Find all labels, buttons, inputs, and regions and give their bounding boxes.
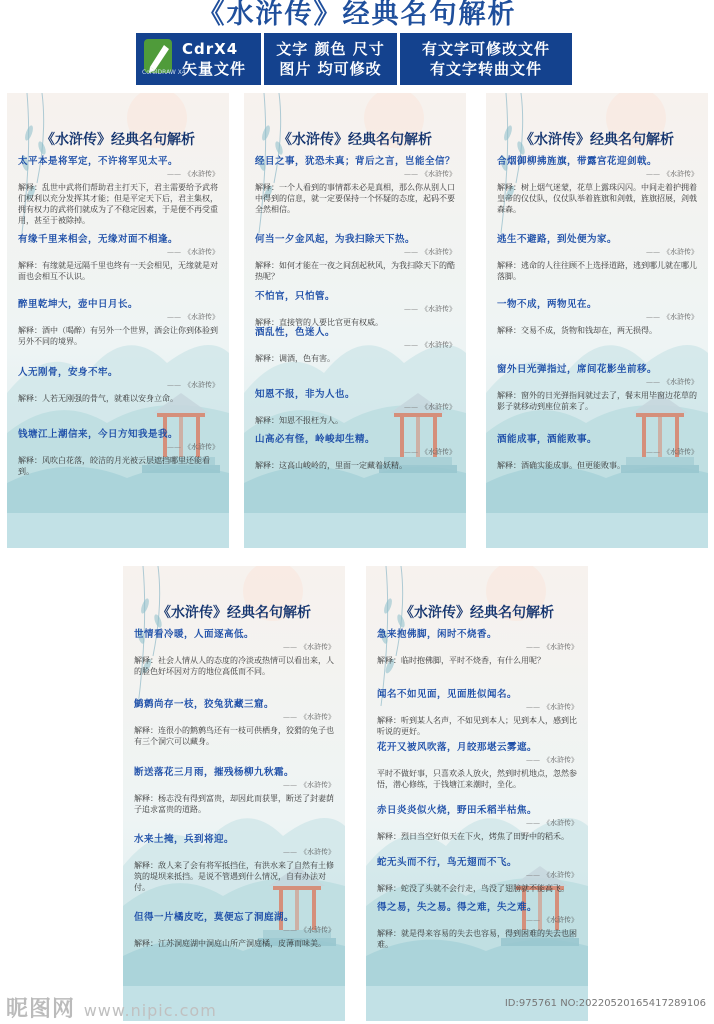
quote-explanation: 解释：窗外的日光弹指间就过去了，餐末用毕窗边花草的影子就移动到座位前来了。 xyxy=(497,391,697,411)
info-banner xyxy=(136,33,575,85)
source-dash: —— xyxy=(167,443,181,451)
poster-panel xyxy=(123,566,345,1021)
quote-block xyxy=(18,233,219,282)
source-dash: —— xyxy=(646,170,660,178)
quote-source xyxy=(18,313,219,322)
quote-text: 酒乱性，色迷人。 xyxy=(255,327,336,338)
quote-source xyxy=(134,926,335,935)
quote-explanation: 解释：直接管的人要比官更有权威。 xyxy=(255,318,383,327)
quote-text: 钱塘江上潮信来，今日方知我是我。 xyxy=(18,429,179,440)
edit-line-1: 文字 颜色 尺寸 xyxy=(276,40,385,58)
quote-source xyxy=(134,781,335,790)
quote-block xyxy=(134,628,335,677)
source-name: 《水浒传》 xyxy=(543,819,578,827)
quote-block xyxy=(255,290,456,328)
quote-explanation: 解释：敌人来了会有将军抵挡住，有洪水来了自然有土修筑的堤坝来抵挡。是说不管遇到什么情况，自有办法对付。 xyxy=(134,861,334,892)
source-dash: —— xyxy=(526,871,540,879)
watermark-brand: 昵图网 xyxy=(6,996,76,1022)
quote-text: 断送落花三月雨，摧残杨柳九秋霜。 xyxy=(134,767,295,778)
quote-explanation: 解释：逃命的人往往顾不上选择道路，逃到哪儿就在哪儿落脚。 xyxy=(497,261,697,281)
quote-block xyxy=(377,856,578,894)
source-dash: —— xyxy=(404,305,418,313)
quote-block xyxy=(255,233,456,282)
cdr-logo-box xyxy=(136,33,261,85)
panel-title: 《水浒传》经典名句解析 xyxy=(41,132,195,148)
quote-source xyxy=(255,248,456,257)
page-title: 《水浒传》经典名句解析 xyxy=(197,0,517,30)
quote-explanation: 解释：树上烟气迷蒙，花草上露珠闪闪。中间走着护拥着皇帝的仪仗队，仪仗队举着旌旗和剑戟，旌旗招展，剑戟森森。 xyxy=(497,183,697,214)
quote-block xyxy=(18,428,219,477)
source-name: 《水浒传》 xyxy=(421,341,456,349)
logo-format: CdrX4 xyxy=(182,40,239,58)
quote-block xyxy=(497,433,698,471)
source-dash: —— xyxy=(167,248,181,256)
logo-filetype: 矢量文件 xyxy=(182,60,247,78)
quote-text: 经目之事，犹恐未真；背后之言，岂能全信？ xyxy=(255,156,456,167)
source-dash: —— xyxy=(404,403,418,411)
source-name: 《水浒传》 xyxy=(421,248,456,256)
quote-block xyxy=(18,155,219,226)
file-info-box xyxy=(400,33,572,85)
poster-panel xyxy=(244,93,466,548)
source-dash: —— xyxy=(404,170,418,178)
quote-source xyxy=(255,305,456,314)
quote-source xyxy=(134,848,335,857)
quote-text: 人无刚骨，安身不牢。 xyxy=(18,367,119,378)
panel-title: 《水浒传》经典名句解析 xyxy=(400,605,554,621)
source-name: 《水浒传》 xyxy=(663,248,698,256)
panel-title: 《水浒传》经典名句解析 xyxy=(157,605,311,621)
quote-source xyxy=(18,443,219,452)
quote-explanation: 解释：连很小的鹪鹩鸟还有一枝可供栖身，狡猾的兔子也有三个洞穴可以藏身。 xyxy=(134,726,334,746)
quote-text: 鹪鹩尚存一枝，狡兔犹藏三窟。 xyxy=(134,699,275,710)
quote-explanation: 平时不做好事，只喜欢杀人放火，然到时机地点，忽然参悟，潜心修练，于钱塘江来潮时，坐化。 xyxy=(377,769,577,789)
source-dash: —— xyxy=(283,643,297,651)
quote-text: 蛇无头而不行，鸟无翅而不飞。 xyxy=(377,857,518,868)
quote-source xyxy=(377,819,578,828)
quote-explanation: 解释：酒中（喝醉）有另外一个世界，酒会让你到体验到另外不同的境界。 xyxy=(18,326,218,346)
source-dash: —— xyxy=(646,378,660,386)
quote-explanation: 解释：就是得来容易的失去也容易，得到困难的失去也困难。 xyxy=(377,929,577,949)
quote-text: 合烟御柳拂旌旗，带露宫花迎剑戟。 xyxy=(497,156,658,167)
source-name: 《水浒传》 xyxy=(663,448,698,456)
quote-text: 得之易，失之易。得之难，失之难。 xyxy=(377,902,538,913)
quote-block xyxy=(18,366,219,404)
quote-block xyxy=(497,233,698,282)
source-name: 《水浒传》 xyxy=(184,313,219,321)
source-name: 《水浒传》 xyxy=(184,443,219,451)
watermark xyxy=(6,992,217,1023)
source-name: 《水浒传》 xyxy=(543,756,578,764)
quote-text: 太平本是将军定，不许将军见太平。 xyxy=(18,156,179,167)
quote-source xyxy=(377,916,578,925)
quote-source xyxy=(134,713,335,722)
quote-block xyxy=(18,298,219,347)
source-dash: —— xyxy=(646,448,660,456)
source-name: 《水浒传》 xyxy=(300,713,335,721)
source-dash: —— xyxy=(167,170,181,178)
quote-explanation: 解释：听到某人名声，不如见到本人；见到本人，感到比听说的更好。 xyxy=(377,716,577,736)
source-dash: —— xyxy=(283,781,297,789)
source-name: 《水浒传》 xyxy=(543,643,578,651)
source-name: 《水浒传》 xyxy=(184,170,219,178)
quote-explanation: 解释：蛇没了头就不会行走，鸟没了翅膀就不能高飞。 xyxy=(377,884,569,893)
source-dash: —— xyxy=(404,248,418,256)
quote-text: 急来抱佛脚，闲时不烧香。 xyxy=(377,629,498,640)
quote-text: 有缘千里来相会，无缘对面不相逢。 xyxy=(18,234,179,245)
source-name: 《水浒传》 xyxy=(300,781,335,789)
quote-text: 赤日炎炎似火烧，野田禾稻半枯焦。 xyxy=(377,805,538,816)
source-dash: —— xyxy=(283,848,297,856)
source-name: 《水浒传》 xyxy=(300,848,335,856)
quote-explanation: 解释：社会人情从人的态度的冷淡或热情可以看出来，人的脸色好坏因对方的地位高低而不同。 xyxy=(134,656,334,676)
quote-explanation: 解释：风吹白花落，皎洁的月光被云层遮挡哪里还能看到。 xyxy=(18,456,210,476)
edit-info-box xyxy=(264,33,397,85)
quote-explanation: 解释：调酒，色有害。 xyxy=(255,354,335,363)
source-name: 《水浒传》 xyxy=(543,871,578,879)
source-dash: —— xyxy=(646,248,660,256)
quote-explanation: 解释：知恩不报枉为人。 xyxy=(255,416,343,425)
source-dash: —— xyxy=(283,713,297,721)
quote-explanation: 解释：有缘就是远隔千里也终有一天会相见，无缘就是对面也会相互不认识。 xyxy=(18,261,218,281)
quote-explanation: 解释：这高山峻岭的，里面一定藏着妖精。 xyxy=(255,461,407,470)
source-name: 《水浒传》 xyxy=(300,643,335,651)
quote-block xyxy=(377,901,578,950)
source-name: 《水浒传》 xyxy=(421,403,456,411)
quote-block xyxy=(255,388,456,426)
quote-source xyxy=(255,170,456,179)
quote-block xyxy=(134,911,335,949)
quote-block xyxy=(497,155,698,215)
source-name: 《水浒传》 xyxy=(421,448,456,456)
quote-source xyxy=(18,248,219,257)
quote-text: 世情看冷暖，人面逐高低。 xyxy=(134,629,255,640)
file-line-2: 有文字转曲文件 xyxy=(429,60,542,78)
quote-explanation: 解释：交易不成，货物和钱却在，两无损得。 xyxy=(497,326,657,335)
source-name: 《水浒传》 xyxy=(184,248,219,256)
quote-explanation: 解释：一个人看到的事情都未必是真相，那么你从别人口中得到的信息，就一定要保持一个怀疑的态度，起码不要全然相信。 xyxy=(255,183,455,214)
image-id: ID:975761 NO:20220520165417289106 xyxy=(504,998,706,1009)
quote-source xyxy=(377,703,578,712)
source-name: 《水浒传》 xyxy=(421,170,456,178)
quote-text: 知恩不报，非为人也。 xyxy=(255,389,356,400)
source-name: 《水浒传》 xyxy=(663,378,698,386)
quote-source xyxy=(377,871,578,880)
quote-text: 醉里乾坤大，壶中日月长。 xyxy=(18,299,139,310)
quote-explanation: 解释：烈日当空好似天在下火，烤焦了田野中的稻禾。 xyxy=(377,832,569,841)
quote-explanation: 解释：酒确实能成事。但更能败事。 xyxy=(497,461,625,470)
source-name: 《水浒传》 xyxy=(663,170,698,178)
quote-block xyxy=(377,628,578,666)
quote-block xyxy=(255,433,456,471)
quote-text: 酒能成事，酒能败事。 xyxy=(497,434,598,445)
quote-explanation: 解释：人若无刚强的骨气，就难以安身立命。 xyxy=(18,394,178,403)
source-dash: —— xyxy=(167,381,181,389)
source-dash: —— xyxy=(526,756,540,764)
quote-block xyxy=(134,833,335,893)
source-dash: —— xyxy=(526,916,540,924)
quote-source xyxy=(255,341,456,350)
quote-source xyxy=(497,378,698,387)
panel-title: 《水浒传》经典名句解析 xyxy=(520,132,674,148)
quote-explanation: 解释：江苏洞庭湖中洞庭山所产洞庭橘，皮薄而味美。 xyxy=(134,939,326,948)
source-name: 《水浒传》 xyxy=(300,926,335,934)
quote-text: 何当一夕金风起，为我扫除天下热。 xyxy=(255,234,416,245)
logo-text xyxy=(182,39,246,79)
quote-text: 闻名不如见面，见面胜似闻名。 xyxy=(377,689,518,700)
quote-block xyxy=(377,804,578,842)
quote-text: 窗外日光弹指过，席间花影坐前移。 xyxy=(497,364,658,375)
file-line-1: 有文字可修改文件 xyxy=(421,40,550,58)
quote-source xyxy=(18,170,219,179)
quote-block xyxy=(134,698,335,747)
quote-block xyxy=(255,155,456,215)
quote-text: 一物不成，两物见在。 xyxy=(497,299,598,310)
panel-title: 《水浒传》经典名句解析 xyxy=(278,132,432,148)
quote-explanation: 解释：乱世中武将们帮助君主打天下，君主需要给予武将们权利以充分发挥其才能；但是平定天下后，君主集权，拥有权力的武将们就成为了不稳定因素，于是便不再受重用，甚至于被除掉。 xyxy=(18,183,218,225)
quote-source xyxy=(18,381,219,390)
source-dash: —— xyxy=(283,926,297,934)
quote-source xyxy=(377,756,578,765)
source-name: 《水浒传》 xyxy=(543,916,578,924)
source-dash: —— xyxy=(404,341,418,349)
quote-text: 山高必有怪，岭峻却生精。 xyxy=(255,434,376,445)
quote-block xyxy=(377,688,578,737)
quote-text: 花开又被风吹落，月皎那堪云雾遮。 xyxy=(377,742,538,753)
poster-panel xyxy=(7,93,229,548)
source-dash: —— xyxy=(526,643,540,651)
quote-text: 逃生不避路，到处便为家。 xyxy=(497,234,618,245)
quote-block xyxy=(134,766,335,815)
quote-source xyxy=(255,448,456,457)
quote-source xyxy=(134,643,335,652)
quote-block xyxy=(497,363,698,412)
logo-subtitle: CorelDRAW X4 xyxy=(142,69,186,76)
edit-line-2: 图片 均可修改 xyxy=(279,60,382,78)
poster-panel xyxy=(486,93,708,548)
quote-source xyxy=(377,643,578,652)
source-name: 《水浒传》 xyxy=(184,381,219,389)
source-name: 《水浒传》 xyxy=(543,703,578,711)
quote-explanation: 解释：杨志没有得到富贵，却因此而获罪，断送了封妻荫子追求富贵的道路。 xyxy=(134,794,334,814)
source-dash: —— xyxy=(167,313,181,321)
quote-block xyxy=(255,326,456,364)
quote-source xyxy=(497,248,698,257)
source-name: 《水浒传》 xyxy=(663,313,698,321)
source-dash: —— xyxy=(526,703,540,711)
quote-block xyxy=(497,298,698,336)
quote-text: 但得一片橘皮吃，莫便忘了洞庭湖。 xyxy=(134,912,295,923)
source-dash: —— xyxy=(404,448,418,456)
quote-text: 水来土掩，兵到将迎。 xyxy=(134,834,235,845)
quote-block xyxy=(377,741,578,790)
quote-explanation: 解释：如何才能在一夜之间刮起秋风，为我扫除天下的酷热呢？ xyxy=(255,261,455,281)
quote-source xyxy=(497,170,698,179)
watermark-url: www.nipic.com xyxy=(83,1001,217,1020)
source-dash: —— xyxy=(646,313,660,321)
source-dash: —— xyxy=(526,819,540,827)
quote-source xyxy=(497,448,698,457)
quote-source xyxy=(497,313,698,322)
poster-panel xyxy=(366,566,588,1021)
quote-source xyxy=(255,403,456,412)
quote-explanation: 解释：临时抱佛脚，平时不烧香，有什么用呢？ xyxy=(377,656,545,665)
quote-text: 不怕官，只怕管。 xyxy=(255,291,336,302)
source-name: 《水浒传》 xyxy=(421,305,456,313)
